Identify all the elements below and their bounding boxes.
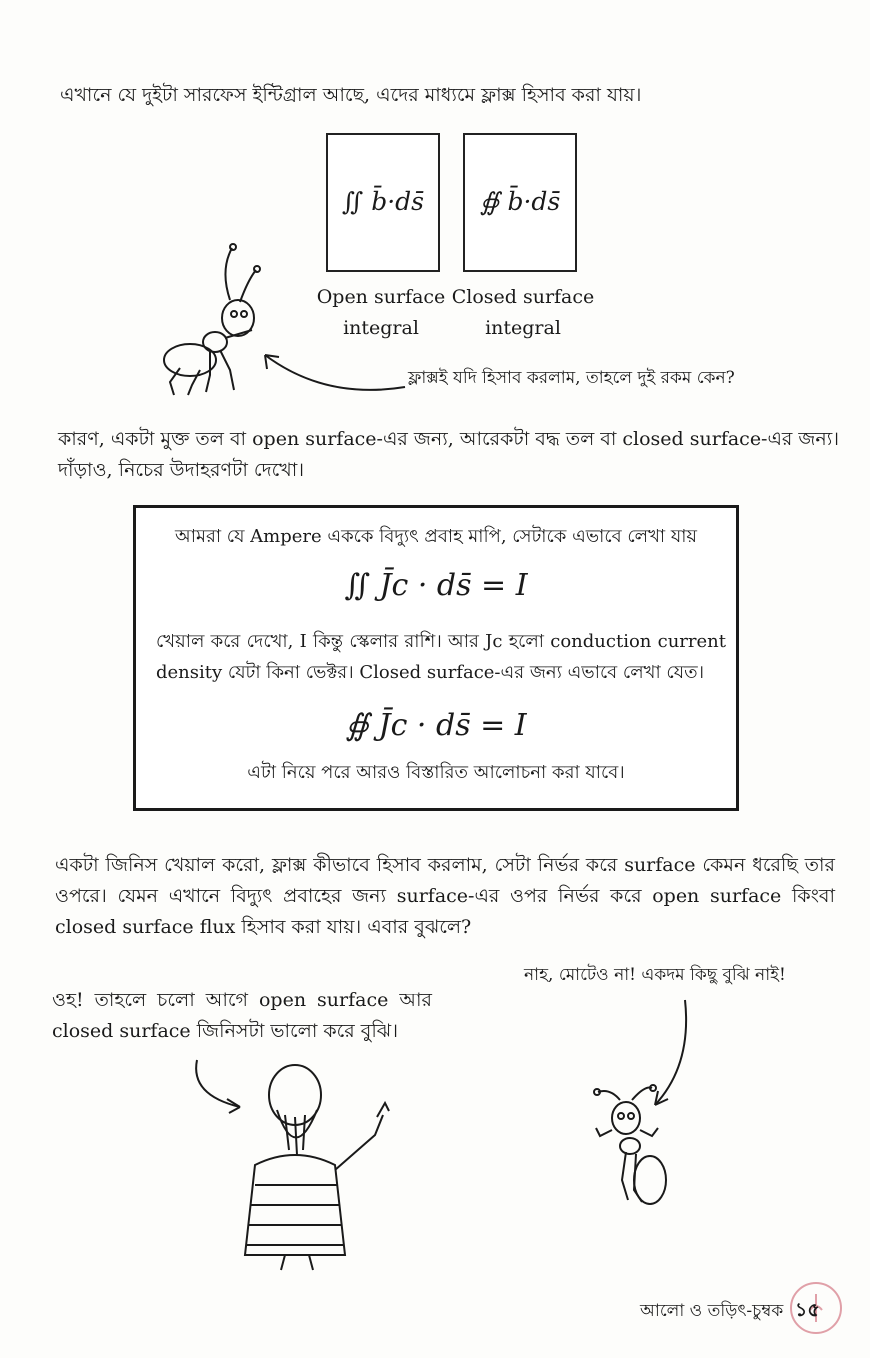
page-number: ১৫ — [795, 1299, 820, 1321]
closed-surface-formula: ∯ b̄·ds̄ — [479, 187, 561, 216]
ant-confused-illustration — [590, 1080, 690, 1210]
example-equation-closed: ∯ J̄c · ds̄ = I — [345, 708, 527, 743]
reason-paragraph: কারণ, একটা মুক্ত তল বা open surface-এর জন্য, আরেকটা বদ্ধ তল বা closed surface-এর জন্য। দাঁড়াও, নিচের উদাহরণটা দেখো। — [58, 428, 840, 481]
example-equation-open: ∬ J̄c · ds̄ = I — [344, 568, 528, 603]
ampere-example-box — [133, 505, 739, 811]
open-surface-caption — [306, 282, 456, 344]
example-line3: এটা নিয়ে পরে আরও বিস্তারিত আলোচনা করা যাবে। — [247, 762, 625, 783]
open-surface-integral-box — [326, 133, 440, 272]
closed-surface-caption — [448, 282, 598, 344]
teacher-illustration — [225, 1055, 405, 1275]
teacher-reply-text: ওহ! তাহলে চলো আগে open surface আর closed surface জিনিসটা ভালো করে বুঝি। — [52, 989, 432, 1042]
closed-surface-integral-box — [463, 133, 577, 272]
example-line2: খেয়াল করে দেখো, I কিন্তু স্কেলার রাশি। আর Jc হলো conduction current density যেটা কিনা ভেক্টর। Closed surface-এর জন্য এভাবে লেখা যেত। — [156, 631, 726, 683]
example-line1: আমরা যে Ampere এককে বিদ্যুৎ প্রবাহ মাপি, সেটাকে এভাবে লেখা যায় — [174, 526, 698, 547]
footer-book-title: আলো ও তড়িৎ-চুম্বক — [640, 1301, 784, 1321]
ant-question-text: ফ্লাক্সই যদি হিসাব করলাম, তাহলে দুই রকম কেন? — [408, 368, 735, 388]
open-surface-formula: ∬ b̄·ds̄ — [341, 187, 425, 216]
ant-reply-text: নাহ, মোটেও না! একদম কিছু বুঝি নাই! — [524, 965, 786, 985]
closed-caption-line1: Closed surface — [451, 286, 595, 308]
arrow-icon — [255, 345, 415, 405]
intro-paragraph: এখানে যে দুইটা সারফেস ইন্টিগ্রাল আছে, এদের মাধ্যমে ফ্লাক্স হিসাব করা যায়। — [60, 84, 642, 106]
open-caption-line1: Open surface — [316, 286, 446, 308]
notice-paragraph: একটা জিনিস খেয়াল করো, ফ্লাক্স কীভাবে হিসাব করলাম, সেটা নির্ভর করে surface কেমন ধরেছি তার ওপরে। যেমন এখানে বিদ্যুৎ প্রবাহের জন্য surface-এর ওপর নির্ভর করে open surface কিংবা closed surface flux হিসাব করা যায়। এবার বুঝলে? — [55, 854, 835, 938]
ant-thinking-illustration — [160, 240, 270, 400]
open-caption-line2: integral — [343, 317, 419, 339]
closed-caption-line2: integral — [485, 317, 561, 339]
